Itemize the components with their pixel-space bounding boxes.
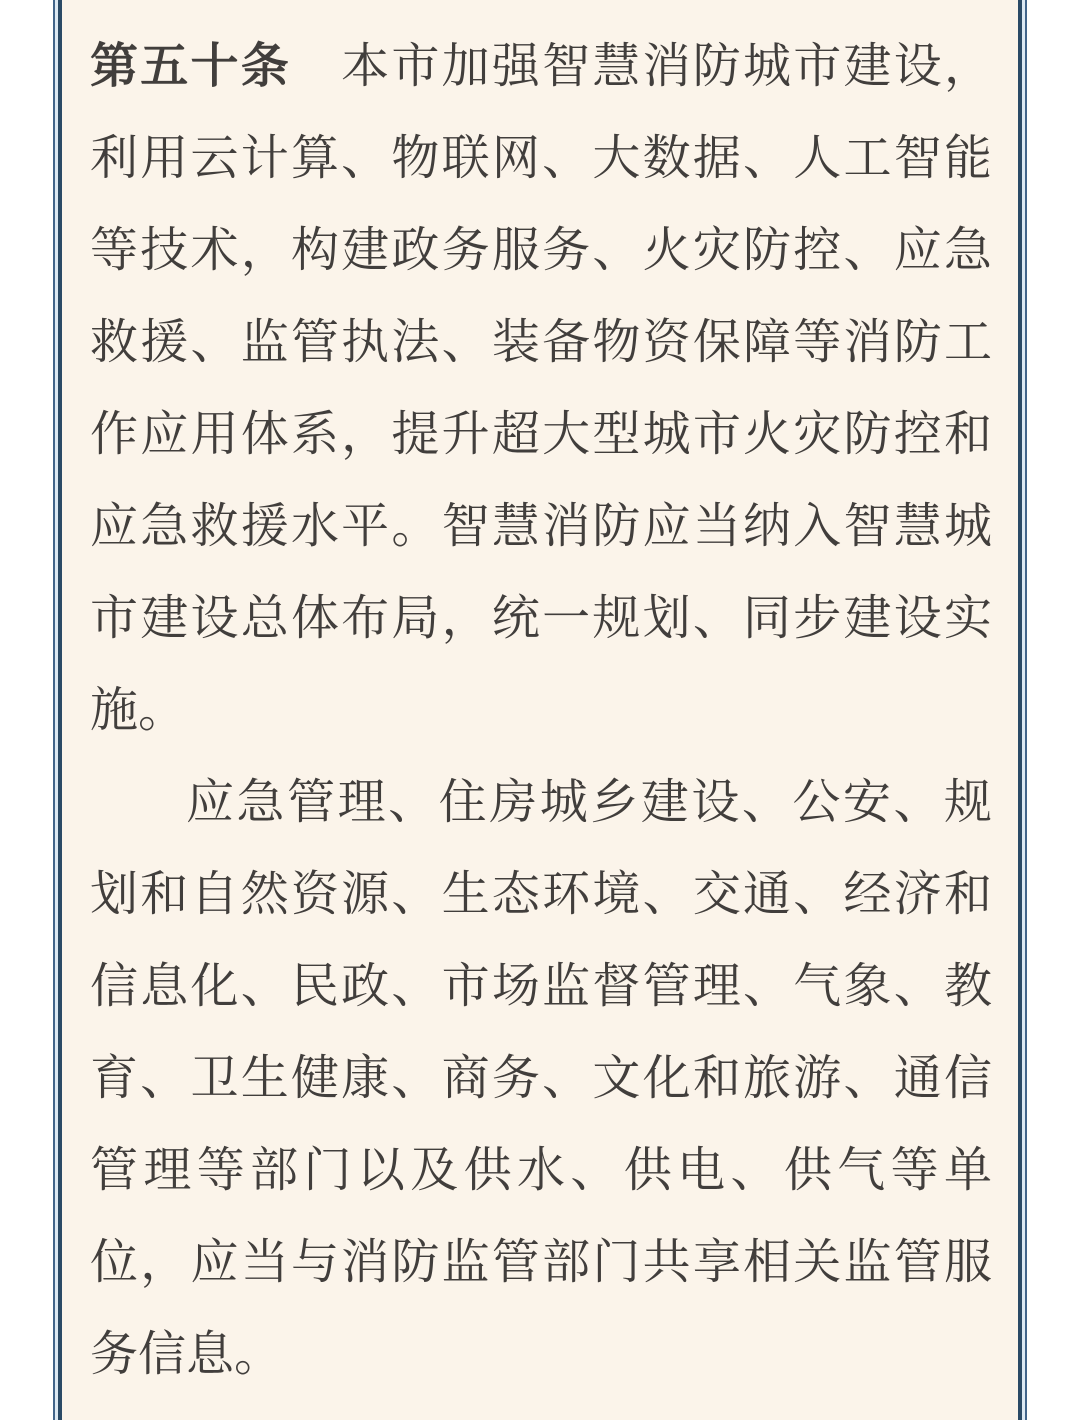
article-number-label: 第五十条	[90, 40, 291, 93]
article-label-separator	[291, 40, 341, 93]
paragraph-2-text: 应急管理、住房城乡建设、公安、规划和自然资源、生态环境、交通、经济和信息化、民政、市场监督管理、气象、教育、卫生健康、商务、文化和旅游、通信管理等部门以及供水、供电、供气等单位，应当与消防监管部门共享相关监管服务信息。	[90, 776, 992, 1381]
article-paragraph-2	[90, 757, 992, 1401]
paragraph-1-text: 本市加强智慧消防城市建设，利用云计算、物联网、大数据、人工智能等技术，构建政务服务、火灾防控、应急救援、监管执法、装备物资保障等消防工作应用体系，提升超大型城市火灾防控和应急救援水平。智慧消防应当纳入智慧城市建设总体布局，统一规划、同步建设实施。	[90, 40, 992, 737]
article-paragraph-1	[90, 21, 992, 757]
double-rule-frame	[53, 0, 1027, 1420]
article-content-area	[58, 0, 1022, 1420]
legal-article-text	[90, 21, 992, 1401]
